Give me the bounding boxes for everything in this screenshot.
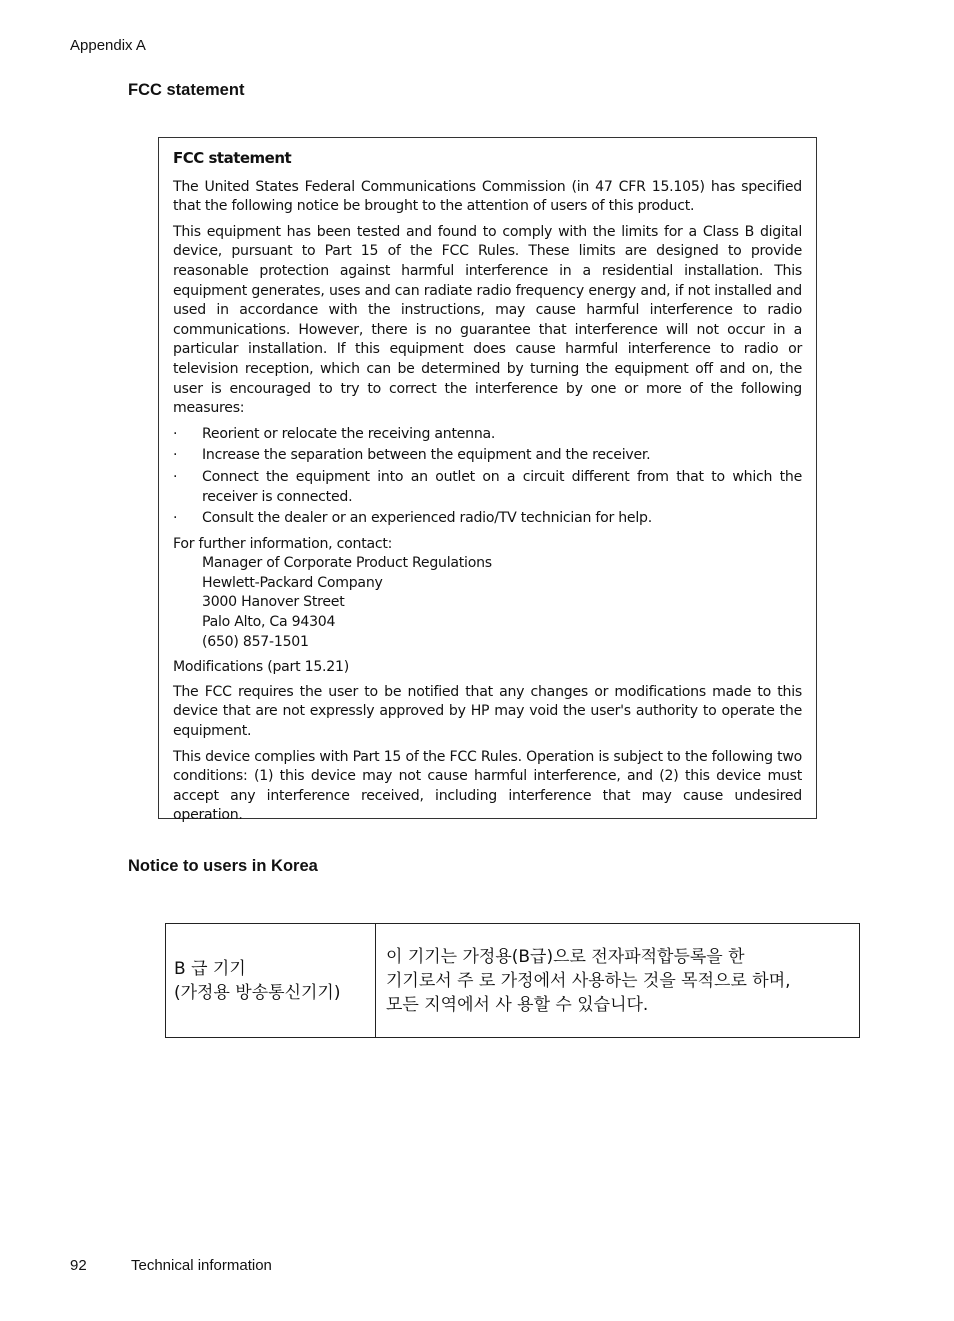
contact-line: (650) 857-1501 (202, 633, 309, 650)
contact-address (202, 554, 802, 652)
contact-line: Palo Alto, Ca 94304 (202, 614, 336, 631)
bullet-mark: · (173, 425, 178, 442)
fcc-box-title: FCC statement (173, 149, 292, 167)
page-number: 92 (70, 1257, 87, 1274)
korea-notice-line: 기기로서 주 로 가정에서 사용하는 것을 목적으로 하며, (386, 970, 791, 991)
korea-notice-line: 이 기기는 가정용(B급)으로 전자파적합등록을 한 (386, 946, 745, 967)
fcc-intro-paragraph: The United States Federal Communications Commission (in 47 CFR 15.105) has specified that the following notice be brought to the attention of users of this product. (173, 178, 802, 215)
fcc-section-heading: FCC statement (128, 81, 245, 99)
modifications-label: Modifications (part 15.21) (173, 659, 349, 676)
list-item (173, 446, 802, 466)
compliance-paragraph: This device complies with Part 15 of the FCC Rules. Operation is subject to the following two conditions: (1) this device may not cause harmful interference, and (2) this device must accept any interference received, including interference that may cause undesired operation. (173, 748, 802, 824)
measure-text: Consult the dealer or an experienced radio/TV technician for help. (202, 510, 652, 527)
bullet-mark: · (173, 468, 178, 485)
measure-text: Increase the separation between the equipment and the receiver. (202, 447, 651, 464)
contact-line: 3000 Hanover Street (202, 594, 345, 611)
fcc-body-paragraph: This equipment has been tested and found to comply with the limits for a Class B digital device, pursuant to Part 15 of the FCC Rules. These limits are designed to provide reasonable protection against harmful interference in a residential installation. This equipment generates, uses and can radiate radio frequency energy and, if not installed and used in accordance with the instructions, may cause harmful interference to radio communications. However, there is no guarantee that interference will not occur in a particular installation. If this equipment does cause harmful interference to radio or television reception, which can be determined by turning the equipment off and on, the user is encouraged to try to correct the interference by one or more of the following measures: (173, 223, 802, 417)
measure-text: Reorient or relocate the receiving antenna. (202, 425, 496, 442)
fcc-statement-box (158, 137, 817, 824)
korea-notice-line: 모든 지역에서 사 용할 수 있습니다. (386, 994, 649, 1015)
device-class-line: B 급 기기 (174, 958, 246, 979)
measure-text: Connect the equipment into an outlet on a circuit different from that to which the receiver is connected. (202, 468, 802, 505)
device-class-cell (166, 924, 376, 1038)
footer-section-title: Technical information (131, 1257, 272, 1274)
running-head: Appendix A (70, 37, 146, 54)
korea-section-heading: Notice to users in Korea (128, 857, 318, 875)
bullet-mark: · (173, 447, 178, 464)
table-row (166, 924, 860, 1038)
list-item (173, 468, 802, 507)
korea-notice-cell (376, 924, 860, 1038)
device-class-line: (가정용 방송통신기기) (174, 982, 341, 1003)
contact-line: Hewlett-Packard Company (202, 574, 383, 591)
measures-list (173, 425, 802, 529)
contact-line: Manager of Corporate Product Regulations (202, 555, 492, 572)
bullet-mark: · (173, 510, 178, 527)
modifications-paragraph: The FCC requires the user to be notified that any changes or modifications made to this device that are not expressly approved by HP may void the user's authority to operate the equipment. (173, 683, 802, 740)
list-item (173, 509, 802, 529)
korea-notice-table (165, 923, 860, 1038)
list-item (173, 425, 802, 445)
contact-intro: For further information, contact: (173, 535, 393, 552)
